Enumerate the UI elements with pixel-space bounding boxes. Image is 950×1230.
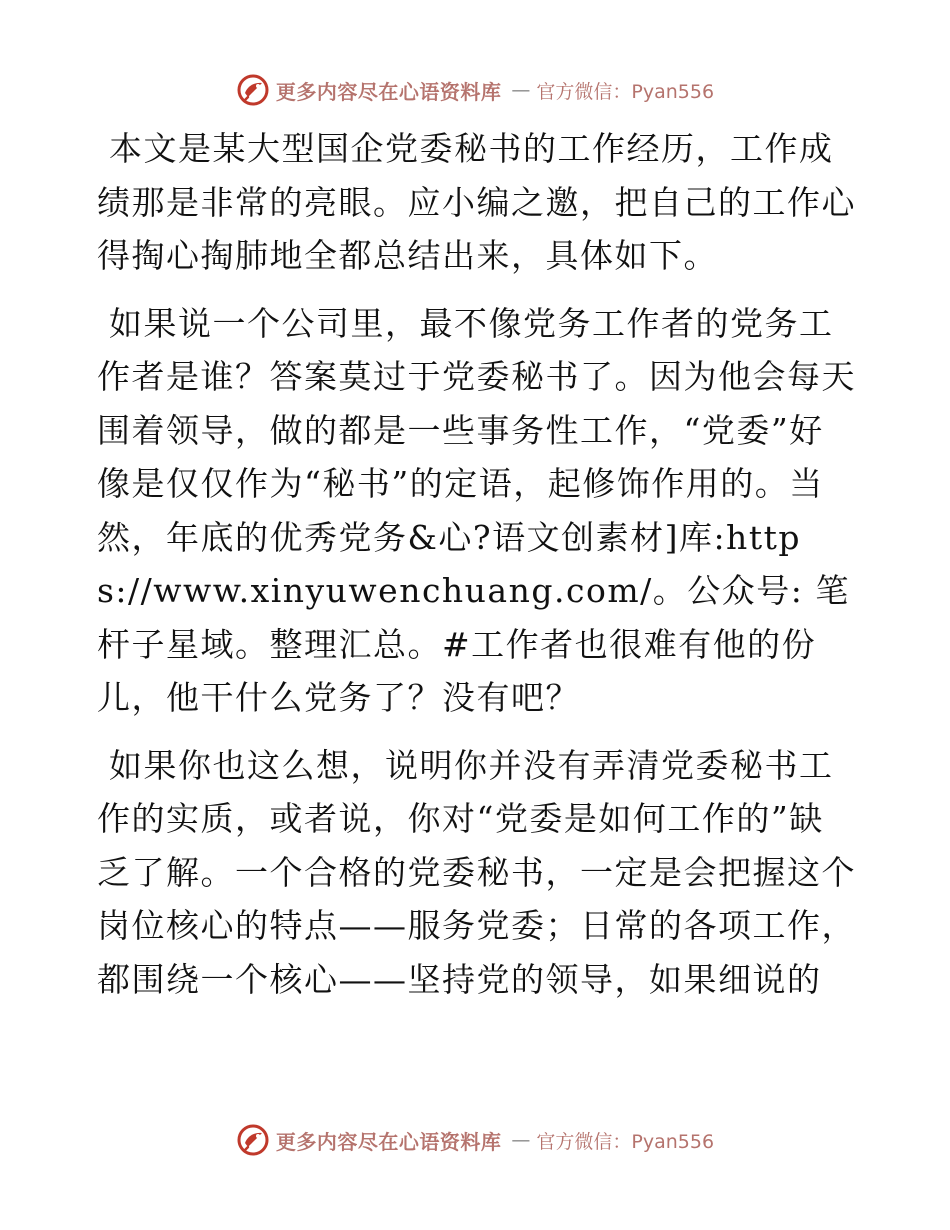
paragraph-3: 如果你也这么想，说明你并没有弄清党委秘书工作的实质，或者说，你对“党委是如何工作的”缺乏了解。一个合格的党委秘书，一定是会把握这个岗位核心的特点——服务党委；日常的各项工作，都围绕一个核心——坚持党的领导，如果细说的 [97,745,856,999]
header-banner-text: 更多内容尽在心语资料库 [275,79,502,104]
header-banner-separator: — [511,79,531,101]
page-header [0,70,950,110]
paragraph-1: 本文是某大型国企党委秘书的工作经历，工作成绩那是非常的亮眼。应小编之邀，把自己的工作心得掏心掏肺地全都总结出来，具体如下。 [97,129,856,275]
paragraph-2: 如果说一个公司里，最不像党务工作者的党务工作者是谁？答案莫过于党委秘书了。因为他会每天围着领导，做的都是一些事务性工作，“党委”好像是仅仅作为“秘书”的定语，起修饰作用的。当然，年底的优秀党务&心?语文创素材]库:https://www.xinyuwenchuang.com/。公众号: 笔杆子星域。整理汇总。#工作者也很难有他的份儿，他干什么党务了？没有吧？ [97,303,856,717]
footer-banner-separator: — [511,1129,531,1151]
footer-banner-text: 更多内容尽在心语资料库 [275,1129,502,1154]
footer-wechat-text: 官方微信：Pyan556 [536,1130,715,1153]
document-body [97,122,857,1020]
brand-logo-icon [236,1123,270,1157]
header-wechat-text: 官方微信：Pyan556 [536,80,715,103]
brand-logo-icon [236,73,270,107]
page-footer [0,1120,950,1160]
header-banner [236,73,714,107]
footer-banner [236,1123,714,1157]
